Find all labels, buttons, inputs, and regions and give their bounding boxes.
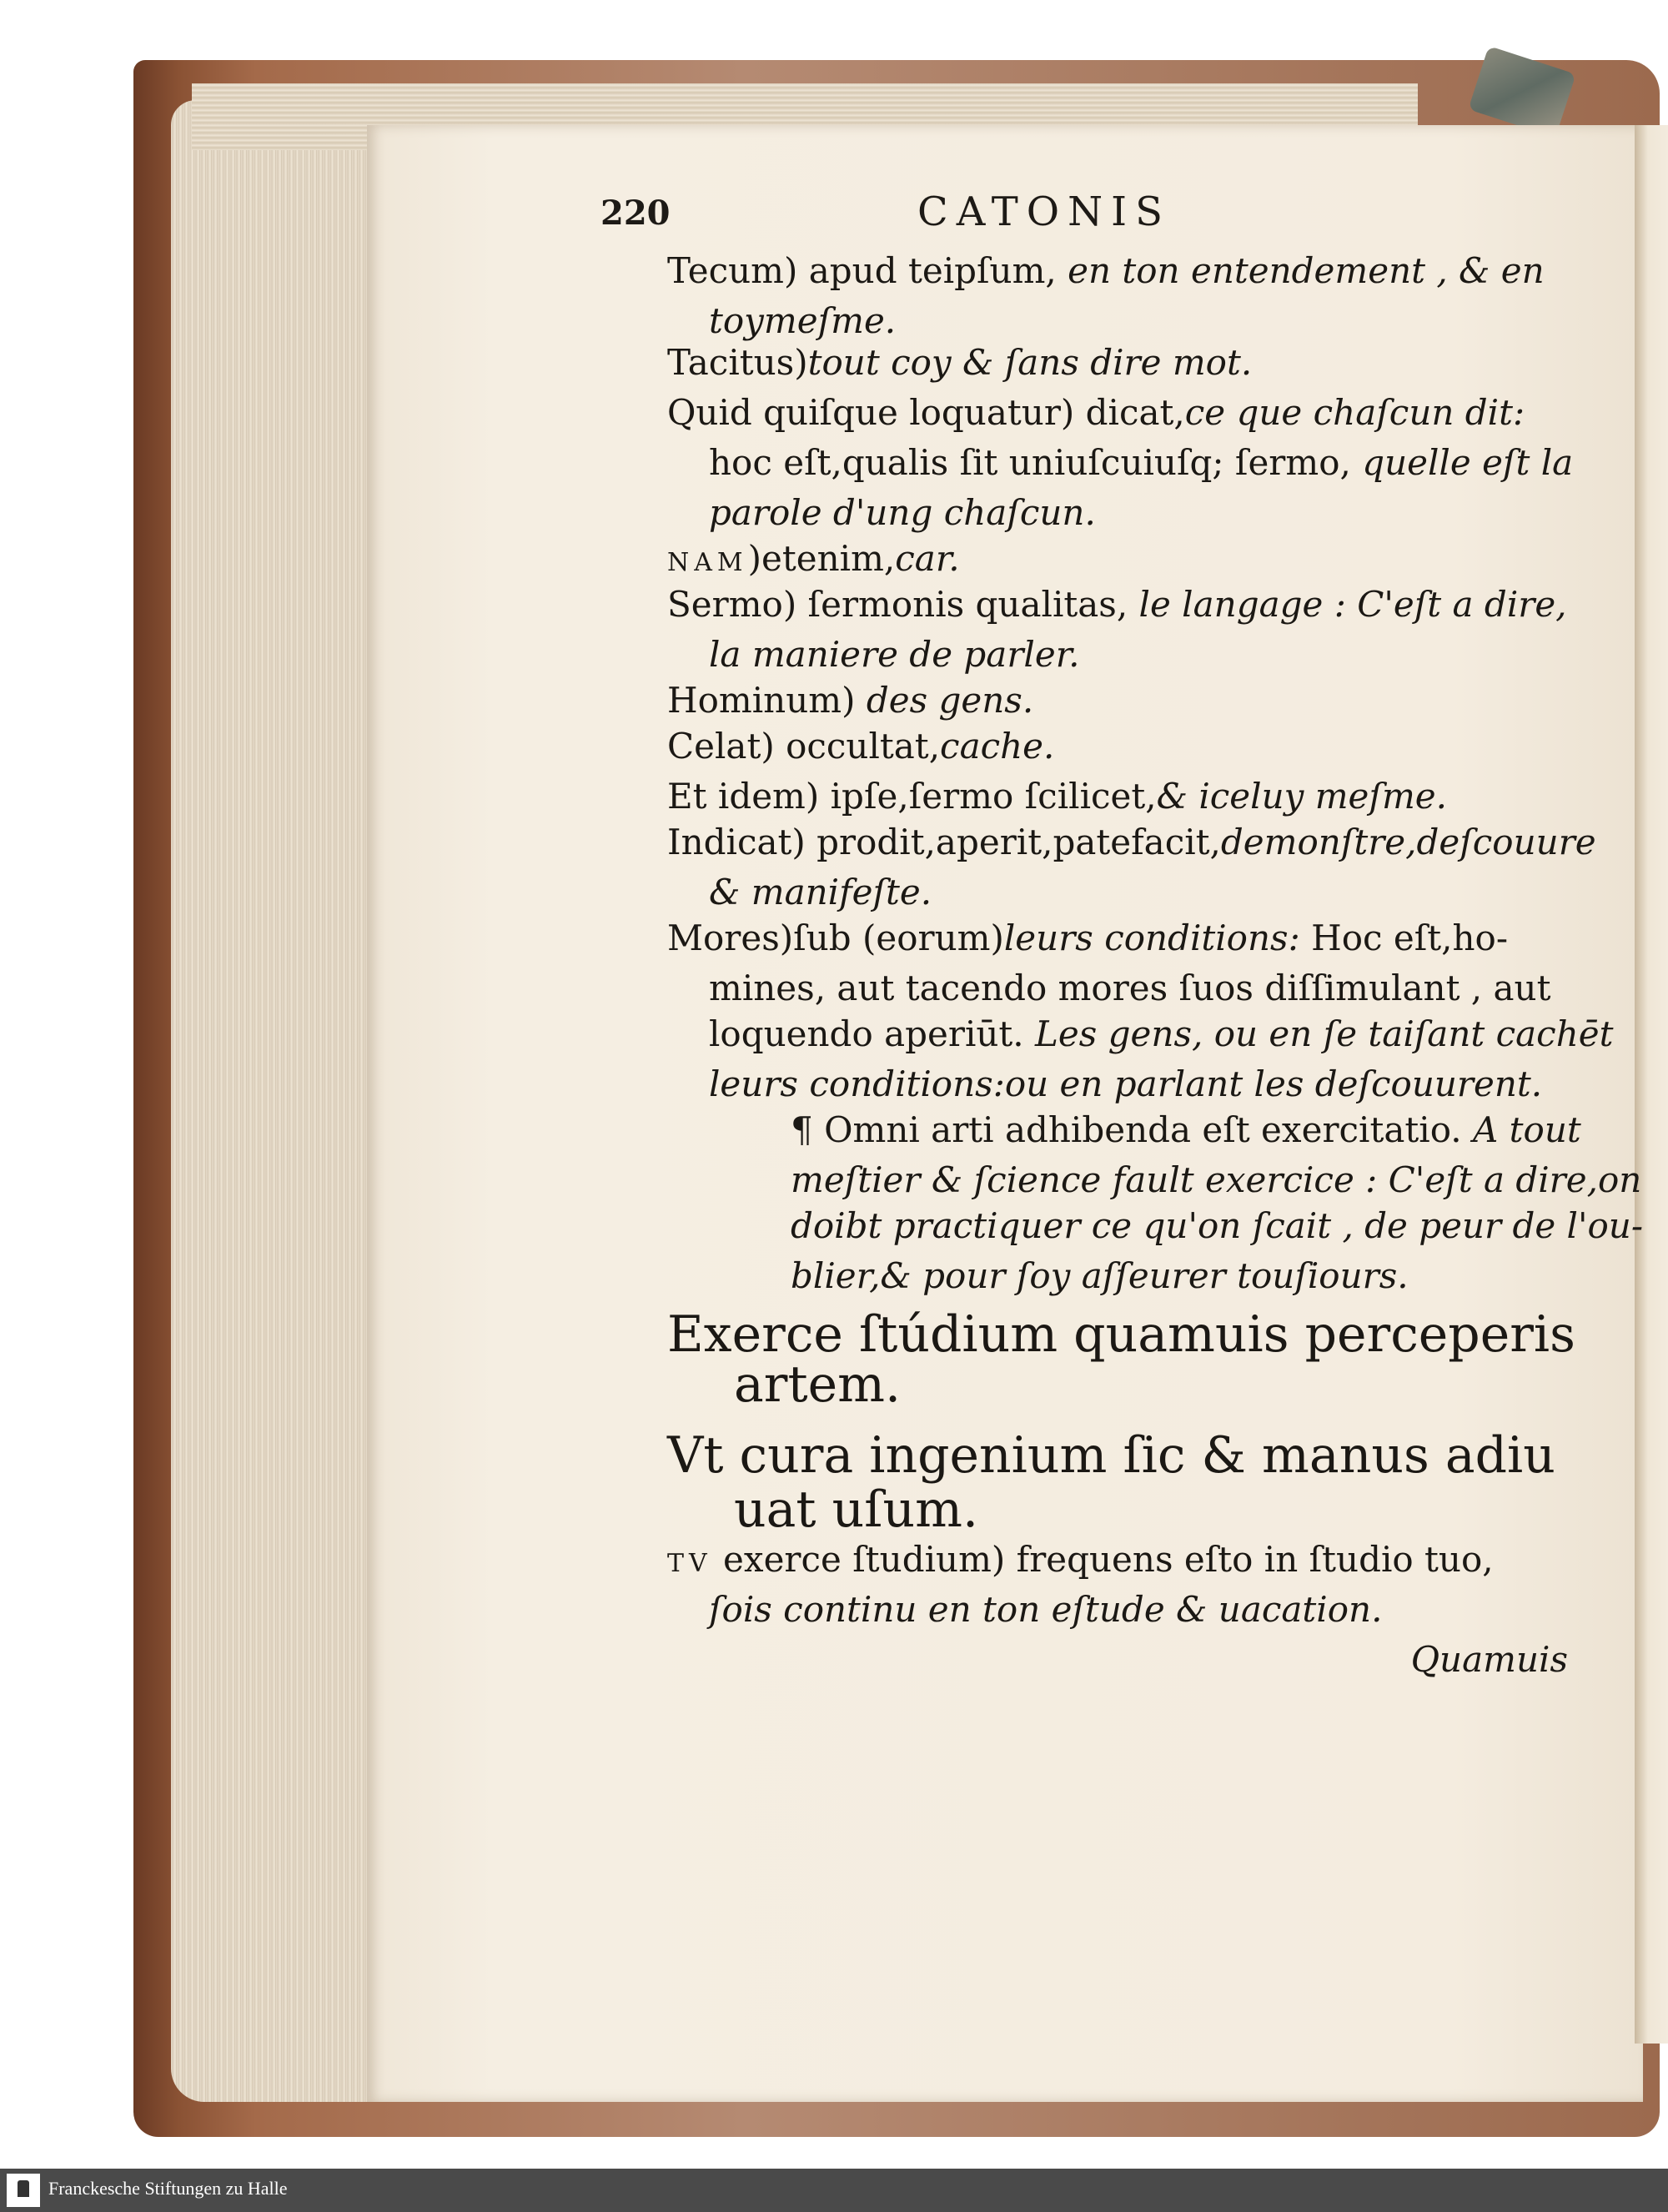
text-line [734, 1481, 978, 1539]
text-line [667, 392, 1525, 433]
text-line [667, 917, 1508, 958]
text-segment: en ton entendement , & en [1068, 250, 1545, 291]
text-segment: toymeſme. [709, 300, 897, 341]
text-segment: )etenim, [747, 538, 896, 579]
text-segment: cache. [940, 726, 1055, 767]
text-segment: le langage : C'eſt a dire, [1138, 584, 1567, 625]
text-segment: A tout [1472, 1109, 1581, 1150]
text-line [791, 1205, 1643, 1246]
text-line [667, 776, 1447, 817]
text-line [667, 250, 1545, 291]
text-line [667, 1539, 1494, 1580]
page-number: 220 [600, 194, 671, 233]
text-line [709, 492, 1096, 533]
franckesche-logo-icon [7, 2174, 40, 2207]
text-segment: leurs conditions:ou en parlant les deſcouurent. [709, 1063, 1543, 1104]
text-line [709, 872, 932, 912]
text-segment: ſois continu en ton eſtude & uacation. [709, 1589, 1383, 1630]
text-line [667, 1426, 1555, 1485]
text-segment: des gens. [866, 680, 1034, 721]
text-segment: car. [895, 538, 960, 579]
text-segment: Les gens, ou en ſe taiſant cachēt [1035, 1013, 1614, 1054]
institution-name: Franckesche Stiftungen zu Halle [48, 2178, 288, 2199]
text-segment: Et idem) ipſe,ſermo ſcilicet, [667, 776, 1157, 817]
text-segment: NAM [667, 548, 748, 577]
text-line [667, 680, 1033, 721]
text-segment: Mores)ſub (eorum) [667, 917, 1004, 958]
text-segment: Quamuis [1410, 1639, 1568, 1680]
text-segment: Tacitus) [667, 342, 808, 383]
text-segment: & iceluy meſme. [1156, 776, 1447, 817]
text-segment: quelle eſt la [1362, 442, 1574, 483]
text-segment: & manifeſte. [709, 872, 932, 912]
text-segment: exerce ſtudium) frequens eſto in ſtudio tuo, [711, 1539, 1494, 1580]
facing-page [1635, 125, 1668, 2044]
running-title: CATONIS [917, 189, 1171, 235]
page-header [600, 189, 1568, 244]
text-line [709, 968, 1550, 1008]
text-segment: Celat) occultat, [667, 726, 941, 767]
viewer-footer [0, 2169, 1668, 2212]
text-segment: doibt practiquer ce qu'on ſcait , de peur de l'ou- [791, 1205, 1644, 1246]
text-segment: Exerce ſtúdium quamuis perceperis [667, 1305, 1575, 1364]
text-segment: Hominum) [667, 680, 867, 721]
text-line [667, 342, 1252, 383]
text-line [667, 538, 960, 579]
text-segment: Indicat) prodit,aperit,patefacit, [667, 822, 1221, 862]
text-segment: tout coy & ſans dire mot. [807, 342, 1253, 383]
text-line [709, 300, 896, 341]
text-segment: meſtier & ſcience fault exercice : C'eſt a dire,on [791, 1159, 1642, 1200]
text-segment: Hoc eſt,ho- [1311, 917, 1509, 958]
text-segment: Vt cura ingenium ſic & manus adiu [667, 1426, 1555, 1485]
text-line [791, 1159, 1641, 1200]
text-line [667, 584, 1567, 625]
text-line [667, 726, 1054, 767]
text-segment: mines, aut tacendo mores ſuos diſſimulant , aut [709, 968, 1551, 1008]
text-segment: loquendo aperiūt. [709, 1013, 1036, 1054]
text-segment: la maniere de parler. [709, 634, 1080, 675]
text-line [709, 1063, 1542, 1104]
text-segment: Sermo) ſermonis qualitas, [667, 584, 1139, 625]
text-line [791, 1255, 1409, 1296]
text-line [667, 822, 1596, 862]
text-segment: Tecum) apud teipſum, [667, 250, 1068, 291]
text-line [1411, 1639, 1568, 1680]
text-segment: Quid quiſque loquatur) dicat, [667, 392, 1185, 433]
text-segment: TV [667, 1549, 712, 1578]
text-line [709, 634, 1080, 675]
text-segment: blier,& pour ſoy aſſeurer touſiours. [791, 1255, 1409, 1296]
text-line [734, 1355, 901, 1414]
text-segment: leurs conditions: [1003, 917, 1312, 958]
text-line [709, 1589, 1382, 1630]
text-segment: artem. [734, 1355, 902, 1414]
text-segment: parole d'ung chaſcun. [709, 492, 1096, 533]
text-segment: ¶ Omni arti adhibenda eſt exercitatio. [791, 1109, 1473, 1150]
text-line [791, 1109, 1581, 1150]
text-line [709, 442, 1573, 483]
text-segment: uat uſum. [734, 1481, 979, 1539]
text-segment: ce que chaſcun dit: [1184, 392, 1525, 433]
text-segment: demonſtre,deſcouure [1220, 822, 1596, 862]
text-segment: hoc eſt,qualis ſit uniuſcuiuſq; ſermo, [709, 442, 1363, 483]
text-line [709, 1013, 1614, 1054]
